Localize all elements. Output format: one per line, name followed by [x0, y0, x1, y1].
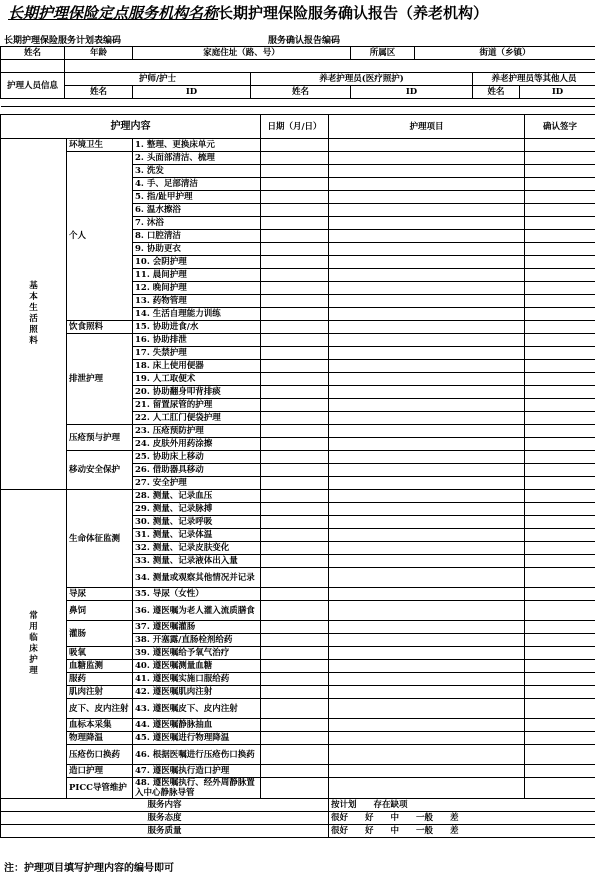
- signature-cell[interactable]: [525, 425, 595, 438]
- signature-cell[interactable]: [525, 660, 595, 673]
- care-item: 28. 测量、记录血压: [133, 490, 261, 503]
- care-item: 3. 洗发: [133, 165, 261, 178]
- signature-cell[interactable]: [525, 490, 595, 503]
- signature-cell[interactable]: [525, 621, 595, 634]
- item-cell[interactable]: [329, 588, 525, 601]
- care-item: 4. 手、足部清洁: [133, 178, 261, 191]
- table-row: [1, 660, 595, 673]
- item-cell[interactable]: [329, 732, 525, 745]
- report-code-label: 服务确认报告编码: [268, 36, 341, 46]
- category-oxygen: 吸氧: [67, 647, 133, 660]
- care-item: 32. 测量、记录皮肤变化: [133, 542, 261, 555]
- signature-cell[interactable]: [525, 373, 595, 386]
- date-cell[interactable]: [261, 503, 329, 516]
- signature-cell[interactable]: [525, 282, 595, 295]
- signature-cell[interactable]: [525, 165, 595, 178]
- item-cell[interactable]: [329, 745, 525, 765]
- signature-cell[interactable]: [525, 256, 595, 269]
- item-cell[interactable]: [329, 699, 525, 719]
- item-cell[interactable]: [329, 438, 525, 451]
- signature-cell[interactable]: [525, 451, 595, 464]
- care-item: 10. 会阴护理: [133, 256, 261, 269]
- signature-cell[interactable]: [525, 647, 595, 660]
- signature-cell[interactable]: [525, 568, 595, 588]
- category-medication: 服药: [67, 673, 133, 686]
- date-cell[interactable]: [261, 647, 329, 660]
- care-item: 29. 测量、记录脉搏: [133, 503, 261, 516]
- date-cell[interactable]: [261, 516, 329, 529]
- date-cell[interactable]: [261, 165, 329, 178]
- date-cell[interactable]: [261, 745, 329, 765]
- date-cell[interactable]: [261, 673, 329, 686]
- institution-name-placeholder: 长期护理保险定点服务机构名称: [8, 4, 219, 22]
- signature-cell[interactable]: [525, 321, 595, 334]
- table-row: [1, 425, 595, 438]
- table-row: [1, 699, 595, 719]
- date-cell[interactable]: [261, 295, 329, 308]
- table-row: [1, 719, 595, 732]
- care-item: 9. 协助更衣: [133, 243, 261, 256]
- date-cell[interactable]: [261, 719, 329, 732]
- care-item: 36. 遵医嘱为老人灌入流质膳食: [133, 601, 261, 621]
- signature-cell[interactable]: [525, 139, 595, 152]
- signature-cell[interactable]: [525, 308, 595, 321]
- signature-cell[interactable]: [525, 732, 595, 745]
- item-cell[interactable]: [329, 308, 525, 321]
- item-cell[interactable]: [329, 765, 525, 778]
- date-cell[interactable]: [261, 588, 329, 601]
- category-mobility: 移动安全保护: [67, 451, 133, 490]
- signature-cell[interactable]: [525, 347, 595, 360]
- item-cell[interactable]: [329, 334, 525, 347]
- signature-cell[interactable]: [525, 699, 595, 719]
- table-row: [1, 647, 595, 660]
- caregiver-id-col: ID: [351, 86, 473, 99]
- item-cell[interactable]: [329, 425, 525, 438]
- care-item: 16. 协助排泄: [133, 334, 261, 347]
- date-header: 日期（月/日）: [261, 115, 329, 139]
- category-nasal: 鼻饲: [67, 601, 133, 621]
- date-cell[interactable]: [261, 732, 329, 745]
- signature-cell[interactable]: [525, 464, 595, 477]
- signature-cell[interactable]: [525, 673, 595, 686]
- date-cell[interactable]: [261, 529, 329, 542]
- date-cell[interactable]: [261, 555, 329, 568]
- other-staff-label: 养老护理员等其他人员: [473, 73, 595, 86]
- item-cell[interactable]: [329, 386, 525, 399]
- category-picc: PICC导管维护: [67, 778, 133, 799]
- care-item: 23. 压疮预防护理: [133, 425, 261, 438]
- care-item: 33. 测量、记录液体出入量: [133, 555, 261, 568]
- signature-cell[interactable]: [525, 588, 595, 601]
- header-name: 姓名: [1, 47, 65, 60]
- signature-cell[interactable]: [525, 516, 595, 529]
- care-item: 27. 安全护理: [133, 477, 261, 490]
- care-item: 18. 床上使用便器: [133, 360, 261, 373]
- item-cell[interactable]: [329, 204, 525, 217]
- item-cell[interactable]: [329, 269, 525, 282]
- care-item: 31. 测量、记录体温: [133, 529, 261, 542]
- item-header: 护理项目: [329, 115, 525, 139]
- category-excretion: 排泄护理: [67, 334, 133, 425]
- care-item: 5. 指/趾甲护理: [133, 191, 261, 204]
- signature-cell[interactable]: [525, 438, 595, 451]
- care-item: 14. 生活自理能力训练: [133, 308, 261, 321]
- date-cell[interactable]: [261, 256, 329, 269]
- header-age: 年龄: [65, 47, 133, 60]
- header-district: 所属区: [351, 47, 415, 60]
- date-cell[interactable]: [261, 438, 329, 451]
- table-row: [1, 732, 595, 745]
- item-cell[interactable]: [329, 529, 525, 542]
- category-diet: 饮食照料: [67, 321, 133, 334]
- care-item: 15. 协助进食/水: [133, 321, 261, 334]
- table-row: [1, 601, 595, 621]
- item-cell[interactable]: [329, 719, 525, 732]
- item-cell[interactable]: [329, 373, 525, 386]
- care-item: 35. 导尿（女性）: [133, 588, 261, 601]
- header-address: 家庭住址（路、号）: [133, 47, 351, 60]
- date-cell[interactable]: [261, 204, 329, 217]
- category-blood: 血标本采集: [67, 719, 133, 732]
- signature-cell[interactable]: [525, 503, 595, 516]
- signature-cell[interactable]: [525, 191, 595, 204]
- date-cell[interactable]: [261, 334, 329, 347]
- signature-cell[interactable]: [525, 765, 595, 778]
- date-cell[interactable]: [261, 308, 329, 321]
- other-id-col: ID: [520, 86, 595, 99]
- table-row: [1, 686, 595, 699]
- care-item: 24. 皮肤外用药涂擦: [133, 438, 261, 451]
- category-glucose: 血糖监测: [67, 660, 133, 673]
- service-row-attitude: [1, 812, 595, 825]
- date-cell[interactable]: [261, 542, 329, 555]
- header-street: 街道（乡镇）: [415, 47, 595, 60]
- confirm-header: 确认签字: [525, 115, 595, 139]
- category-vitals: 生命体征监测: [67, 490, 133, 588]
- table-row: [1, 321, 595, 334]
- caregiver-label: 养老护理员(医疗照护): [251, 73, 473, 86]
- care-item: 46. 根据医嘱进行压疮伤口换药: [133, 745, 261, 765]
- other-name-col: 姓名: [473, 86, 520, 99]
- item-cell[interactable]: [329, 634, 525, 647]
- care-item: 19. 人工取便术: [133, 373, 261, 386]
- item-cell[interactable]: [329, 282, 525, 295]
- care-item: 6. 温水擦浴: [133, 204, 261, 217]
- category-catheter: 导尿: [67, 588, 133, 601]
- item-cell[interactable]: [329, 230, 525, 243]
- care-item: 42. 遵医嘱肌肉注射: [133, 686, 261, 699]
- date-cell[interactable]: [261, 230, 329, 243]
- item-cell[interactable]: [329, 451, 525, 464]
- item-cell[interactable]: [329, 217, 525, 230]
- category-pressure: 压疮预与护理: [67, 425, 133, 451]
- service-attitude-options[interactable]: 很好 好 中 一般 差: [329, 812, 595, 825]
- table-row: [1, 588, 595, 601]
- date-cell[interactable]: [261, 477, 329, 490]
- care-item: 40. 遵医嘱测量血糖: [133, 660, 261, 673]
- date-cell[interactable]: [261, 360, 329, 373]
- report-title: [8, 2, 588, 24]
- date-cell[interactable]: [261, 699, 329, 719]
- item-cell[interactable]: [329, 686, 525, 699]
- date-cell[interactable]: [261, 191, 329, 204]
- nurse-id-col: ID: [133, 86, 251, 99]
- service-content-options[interactable]: 按计划 存在缺项: [329, 799, 595, 812]
- staff-info-label: 护理人员信息: [1, 73, 65, 99]
- signature-cell[interactable]: [525, 719, 595, 732]
- date-cell[interactable]: [261, 347, 329, 360]
- care-item: 22. 人工肛门便袋护理: [133, 412, 261, 425]
- signature-cell[interactable]: [525, 360, 595, 373]
- care-item: 37. 遵医嘱灌肠: [133, 621, 261, 634]
- nurse-label: 护师/护士: [65, 73, 251, 86]
- table-row: [1, 490, 595, 503]
- date-cell[interactable]: [261, 660, 329, 673]
- category-cooling: 物理降温: [67, 732, 133, 745]
- category-im: 肌肉注射: [67, 686, 133, 699]
- service-row-content: [1, 799, 595, 812]
- item-cell[interactable]: [329, 778, 525, 799]
- care-item: 43. 遵医嘱皮下、皮内注射: [133, 699, 261, 719]
- care-item: 7. 沐浴: [133, 217, 261, 230]
- item-cell[interactable]: [329, 321, 525, 334]
- date-cell[interactable]: [261, 282, 329, 295]
- item-cell[interactable]: [329, 412, 525, 425]
- table-row: [1, 152, 595, 165]
- table-row: [1, 334, 595, 347]
- signature-cell[interactable]: [525, 152, 595, 165]
- service-quality-label: 服务质量: [1, 825, 329, 838]
- service-row-quality: [1, 825, 595, 838]
- care-item: 47. 遵医嘱执行造口护理: [133, 765, 261, 778]
- signature-cell[interactable]: [525, 269, 595, 282]
- signature-cell[interactable]: [525, 412, 595, 425]
- care-item: 44. 遵医嘱静脉抽血: [133, 719, 261, 732]
- item-cell[interactable]: [329, 191, 525, 204]
- date-cell[interactable]: [261, 386, 329, 399]
- item-cell[interactable]: [329, 165, 525, 178]
- section-basic: 基本生活照料: [1, 139, 67, 490]
- date-cell[interactable]: [261, 451, 329, 464]
- signature-cell[interactable]: [525, 295, 595, 308]
- service-attitude-label: 服务态度: [1, 812, 329, 825]
- date-cell[interactable]: [261, 152, 329, 165]
- item-cell[interactable]: [329, 601, 525, 621]
- category-wound: 压疮伤口换药: [67, 745, 133, 765]
- signature-cell[interactable]: [525, 778, 595, 799]
- care-item: 41. 遵医嘱实施口服给药: [133, 673, 261, 686]
- date-cell[interactable]: [261, 425, 329, 438]
- date-cell[interactable]: [261, 568, 329, 588]
- item-cell[interactable]: [329, 555, 525, 568]
- item-cell[interactable]: [329, 152, 525, 165]
- signature-cell[interactable]: [525, 601, 595, 621]
- signature-cell[interactable]: [525, 178, 595, 191]
- date-cell[interactable]: [261, 464, 329, 477]
- item-cell[interactable]: [329, 360, 525, 373]
- caregiver-name-col: 姓名: [251, 86, 351, 99]
- care-item: 39. 遵医嘱给予氧气治疗: [133, 647, 261, 660]
- signature-cell[interactable]: [525, 686, 595, 699]
- care-item: 13. 药物管理: [133, 295, 261, 308]
- item-cell[interactable]: [329, 542, 525, 555]
- signature-cell[interactable]: [525, 529, 595, 542]
- table-row: [1, 139, 595, 152]
- signature-cell[interactable]: [525, 243, 595, 256]
- signature-cell[interactable]: [525, 386, 595, 399]
- item-cell[interactable]: [329, 256, 525, 269]
- item-cell[interactable]: [329, 464, 525, 477]
- signature-cell[interactable]: [525, 555, 595, 568]
- category-personal: 个人: [67, 152, 133, 321]
- care-item: 26. 借助器具移动: [133, 464, 261, 477]
- date-cell[interactable]: [261, 243, 329, 256]
- signature-cell[interactable]: [525, 634, 595, 647]
- item-cell[interactable]: [329, 243, 525, 256]
- table-row: [1, 765, 595, 778]
- care-item: 48. 遵医嘱执行、经外周静脉置入中心静脉导管: [133, 778, 261, 799]
- care-item: 17. 失禁护理: [133, 347, 261, 360]
- footnote: 注：护理项目填写护理内容的编号即可: [4, 863, 174, 874]
- care-item: 45. 遵医嘱进行物理降温: [133, 732, 261, 745]
- service-content-label: 服务内容: [1, 799, 329, 812]
- date-cell[interactable]: [261, 269, 329, 282]
- signature-cell[interactable]: [525, 399, 595, 412]
- signature-cell[interactable]: [525, 217, 595, 230]
- care-item: 8. 口腔清洁: [133, 230, 261, 243]
- item-cell[interactable]: [329, 621, 525, 634]
- item-cell[interactable]: [329, 490, 525, 503]
- care-item: 1. 整理、更换床单元: [133, 139, 261, 152]
- date-cell[interactable]: [261, 778, 329, 799]
- care-item: 30. 测量、记录呼吸: [133, 516, 261, 529]
- item-cell[interactable]: [329, 673, 525, 686]
- care-item: 12. 晚间护理: [133, 282, 261, 295]
- item-cell[interactable]: [329, 647, 525, 660]
- category-env: 环境卫生: [67, 139, 133, 152]
- item-cell[interactable]: [329, 516, 525, 529]
- date-cell[interactable]: [261, 373, 329, 386]
- date-cell[interactable]: [261, 412, 329, 425]
- care-item: 20. 协助翻身叩背排痰: [133, 386, 261, 399]
- plan-code-label: 长期护理保险服务计划表编码: [4, 36, 122, 46]
- date-cell[interactable]: [261, 634, 329, 647]
- care-item: 21. 留置尿管的护理: [133, 399, 261, 412]
- item-cell[interactable]: [329, 295, 525, 308]
- date-cell[interactable]: [261, 399, 329, 412]
- signature-cell[interactable]: [525, 477, 595, 490]
- header-table: [0, 46, 595, 107]
- signature-cell[interactable]: [525, 334, 595, 347]
- date-cell[interactable]: [261, 601, 329, 621]
- care-item: 34. 测量或观察其他情况并记录: [133, 568, 261, 588]
- service-quality-options[interactable]: 很好 好 中 一般 差: [329, 825, 595, 838]
- item-cell[interactable]: [329, 399, 525, 412]
- care-item: 2. 头面部清洁、梳理: [133, 152, 261, 165]
- signature-cell[interactable]: [525, 745, 595, 765]
- section-clinical: 常用临床护理: [1, 490, 67, 799]
- date-cell[interactable]: [261, 490, 329, 503]
- date-cell[interactable]: [261, 765, 329, 778]
- signature-cell[interactable]: [525, 230, 595, 243]
- item-cell[interactable]: [329, 660, 525, 673]
- nurse-name-col: 姓名: [65, 86, 133, 99]
- date-cell[interactable]: [261, 621, 329, 634]
- category-stoma: 造口护理: [67, 765, 133, 778]
- care-item: 25. 协助床上移动: [133, 451, 261, 464]
- report-title-text: 长期护理保险服务确认报告（养老机构）: [218, 4, 489, 22]
- care-items-table: [0, 114, 595, 838]
- item-cell[interactable]: [329, 568, 525, 588]
- table-row: [1, 451, 595, 464]
- signature-cell[interactable]: [525, 542, 595, 555]
- item-cell[interactable]: [329, 347, 525, 360]
- table-row: [1, 673, 595, 686]
- category-sc: 皮下、皮内注射: [67, 699, 133, 719]
- signature-cell[interactable]: [525, 204, 595, 217]
- date-cell[interactable]: [261, 321, 329, 334]
- date-cell[interactable]: [261, 178, 329, 191]
- category-enema: 灌肠: [67, 621, 133, 647]
- item-cell[interactable]: [329, 139, 525, 152]
- date-cell[interactable]: [261, 139, 329, 152]
- care-item: 11. 晨间护理: [133, 269, 261, 282]
- item-cell[interactable]: [329, 503, 525, 516]
- table-row: [1, 745, 595, 765]
- date-cell[interactable]: [261, 217, 329, 230]
- item-cell[interactable]: [329, 477, 525, 490]
- table-row: [1, 621, 595, 634]
- care-item: 38. 开塞露/直肠栓剂给药: [133, 634, 261, 647]
- table-row: [1, 778, 595, 799]
- content-header: 护理内容: [1, 115, 261, 139]
- item-cell[interactable]: [329, 178, 525, 191]
- date-cell[interactable]: [261, 686, 329, 699]
